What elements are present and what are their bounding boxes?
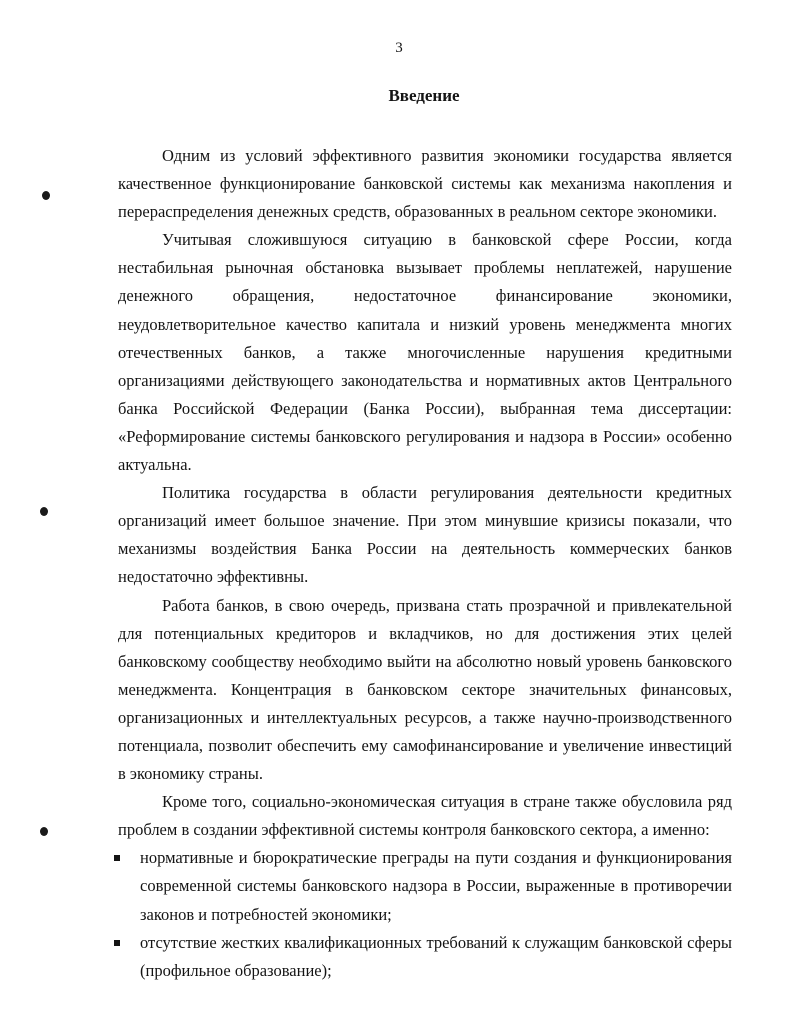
binding-hole-mark: [42, 191, 50, 200]
bullet-marker: [114, 855, 120, 861]
paragraph-relevance: Учитывая сложившуюся ситуацию в банковской сфере России, когда нестабильная рыночная обстановка вызывает проблемы неплатежей, нарушение денежного обращения, недостаточное финансирование экономики, неудовлетворительное качество капитала и низкий уровень менеджмента многих отечественных банков, а также многочисленные нарушения кредитными организациями действующего законодательства и нормативных актов Центрального банка Российской Федерации (Банка России), выбранная тема диссертации: «Реформирование системы банковского регулирования и надзора в России» особенно актуальна.: [118, 230, 732, 475]
binding-hole-mark: [40, 827, 48, 836]
binding-hole-mark: [40, 507, 48, 516]
paragraph-problems: Кроме того, социально-экономическая ситуация в стране также обусловила ряд проблем в создании эффективной системы контроля банковского сектора, а именно:: [118, 792, 732, 840]
paragraph-policy: Политика государства в области регулирования деятельности кредитных организаций имеет большое значение. При этом минувшие кризисы показали, что механизмы воздействия Банка России на деятельность коммерческих банков недостаточно эффективны.: [118, 483, 732, 587]
list-item-text: отсутствие жестких квалификационных требований к служащим банковской сферы (профильное образование);: [140, 932, 732, 980]
list-item-text: нормативные и бюрократические преграды на пути создания и функционирования современной системы банковского надзора в России, выраженные в противоречии законов и потребностей экономики;: [140, 848, 732, 924]
paragraph-intro: Одним из условий эффективного развития экономики государства является качественное функционирование банковской системы как механизма накопления и перераспределения денежных средств, образованных в реальном секторе экономики.: [118, 146, 732, 222]
section-heading: Введение: [388, 86, 460, 105]
paragraph-bank-work: Работа банков, в свою очередь, призвана стать прозрачной и привлекательной для потенциальных кредиторов и вкладчиков, но для достижения этих целей банковскому сообществу необходимо выйти на абсолютно новый уровень банковского менеджмента. Концентрация в банковском секторе значительных финансовых, организационных и интеллектуальных ресурсов, а также научно-производственного потенциала, позволит обеспечить ему самофинансирование и увеличение инвестиций в экономику страны.: [118, 595, 732, 784]
list-item: [118, 844, 732, 928]
bullet-marker: [114, 940, 120, 946]
list-item: [118, 929, 732, 985]
page-number: 3: [395, 40, 403, 56]
document-body: [118, 142, 732, 985]
